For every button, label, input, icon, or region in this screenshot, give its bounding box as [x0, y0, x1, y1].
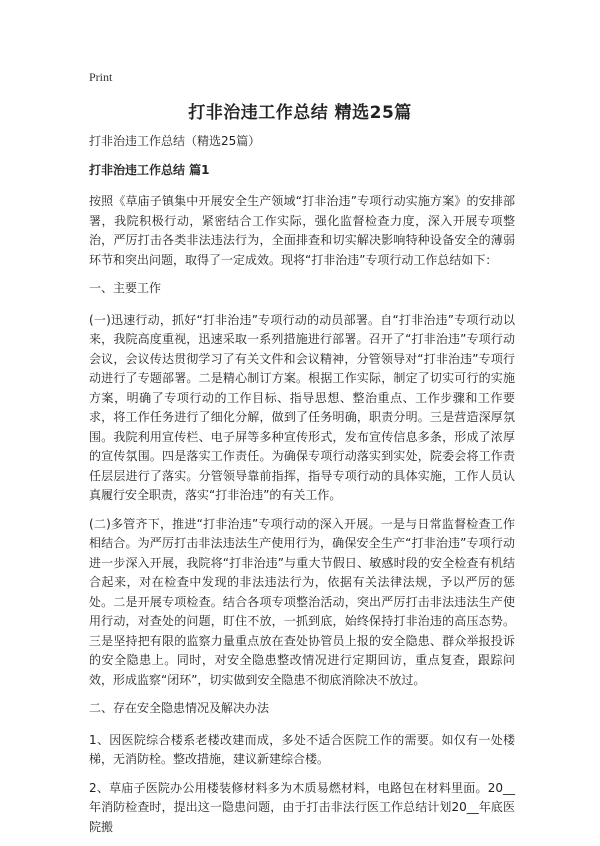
paragraph-1: (一)迅速行动，抓好“打非治违”专项行动的动员部署。自“打非治违”专项行动以来，我院高度重视，迅速采取一系列措施进行部署。召开了“打非治违”专项行动会议，会议传达贯彻学习了有关文件和会议精神，分管领导对“打非治违”专项行动进行了专题部署。二是精心制订方案。根据工作实际，制定了切实可行的实施方案，明确了专项行动的工作目标、指导思想、整治重点、工作步骤和工作要求，将工作任务进行了细化分解，做到了任务明确，职责分明。三是营造深厚氛围。我院利用宣传栏、电子屏等多种宣传形式，发布宣传信息多条，形成了浓厚的宣传氛围。四是落实工作责任。为确保专项行动落实到实处，院委会将工作责任层层进行了落实。分管领导靠前指挥，指导专项行动的具体实施，工作人员认真履行安全职责，落实“打非治违”的有关工作。: [89, 312, 515, 502]
intro-paragraph: 按照《草庙子镇集中开展安全生产领域“打非治违”专项行动实施方案》的安排部署，我院积极行动，紧密结合工作实际，强化监督检查力度，深入开展专项整治，严厉打击各类非法违法行为，全面排查和切实解决影响特种设备安全的薄弱环节和突出问题，取得了一定成效。现将“打非治违”专项行动工作总结如下：: [89, 194, 515, 267]
heading-hazards: 二、存在安全隐患情况及解决办法: [89, 701, 270, 715]
print-link[interactable]: Print: [89, 70, 113, 84]
document-title: 打非治违工作总结 精选25篇: [188, 103, 412, 123]
section-title: 打非治违工作总结 篇1: [89, 162, 210, 177]
heading-main-work: 一、主要工作: [89, 281, 162, 295]
paragraph-2: (二)多管齐下，推进“打非治违”专项行动的深入开展。一是与日常监督检查工作相结合。为严厉打击非法违法生产使用行为，确保安全生产“打非治违”专项行动进一步深入开展，我院将“打非治违”与重大节假日、敏感时段的安全检查有机结合起来，对在检查中发现的非法违法行为，依据有关法律法规，予以严厉的惩处。二是开展专项检查。结合各项专项整治活动，突出严厉打击非法违法生产使用行动，对查处的问题，盯住不放，一抓到底，始终保持打非治违的高压态势。三是坚持把有限的监察力量重点放在查处协管员上报的安全隐患、群众举报投诉的安全隐患上。同时，对安全隐患整改情况进行定期回访，重点复查，跟踪问效，形成监察“闭环”，切实做到安全隐患不彻底消除决不放过。: [89, 516, 515, 687]
document-body: [89, 132, 515, 846]
document-subtitle: 打非治违工作总结（精选25篇）: [89, 134, 261, 148]
paragraph-3: 1、因医院综合楼系老楼改建而成，多处不适合医院工作的需要。如仅有一处楼梯，无消防栓。整改措施，建议新建综合楼。: [89, 732, 515, 766]
paragraph-4: 2、草庙子医院办公用楼装修材料多为木质易燃材料，电路包在材料里面。20__年消防检查时，提出这一隐患问题，由于打击非法行医工作总结计划20__年底医院搬: [89, 780, 515, 834]
